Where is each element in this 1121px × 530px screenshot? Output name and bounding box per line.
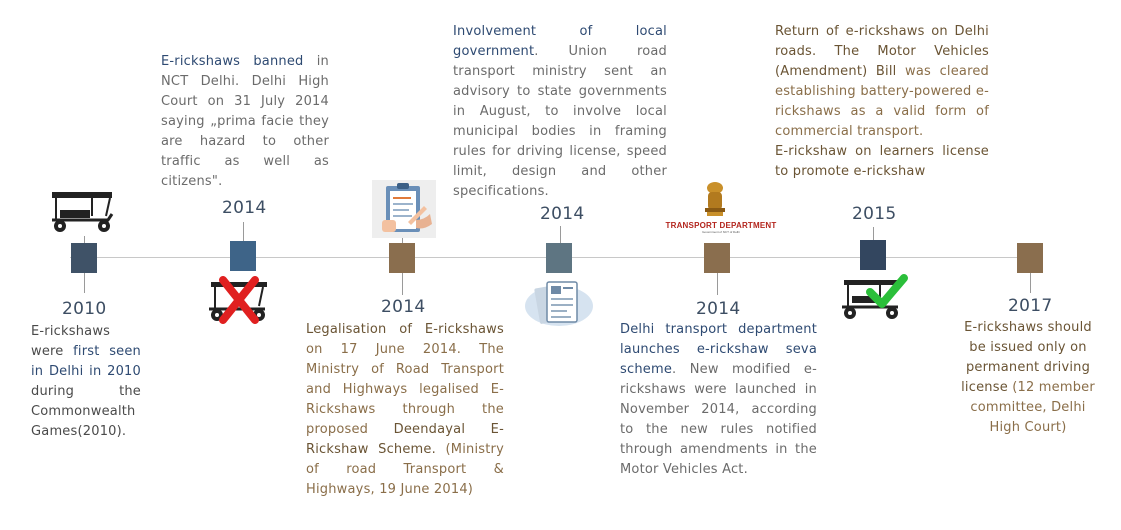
event-year: 2010 — [62, 299, 107, 319]
documents-icon — [523, 276, 595, 328]
timeline-node-2017 — [1017, 243, 1043, 273]
event-year: 2017 — [1008, 296, 1053, 316]
event-year: 2014 — [696, 299, 741, 319]
event-description: Legalisation of E-rickshaws on 17 June 2014. The Ministry of Road Transport and Highways legalised E-Rickshaws through the proposed Deendayal E-Rickshaw Scheme. (Ministry of road Transport & Highways, 19 June 2014) — [306, 322, 504, 497]
e-rickshaw-icon — [48, 190, 116, 234]
timeline-node-2014-seva — [704, 243, 730, 273]
event-year: 2014 — [222, 198, 267, 218]
event-description: Delhi transport department launches e-rickshaw seva scheme. New modified e-rickshaws were launched in November 2014, according to the new rules notified through amendments in the Motor Vehicles Act. — [620, 322, 817, 477]
timeline-node-2014-banned — [230, 241, 256, 271]
transport-department-emblem — [663, 180, 779, 236]
timeline-node-2015 — [860, 240, 886, 270]
event-description: E-rickshaws banned in NCT Delhi. Delhi High Court on 31 July 2014 saying „prima facie they are hazard to other traffic as well as citizens". — [161, 54, 329, 189]
event-description: E-rickshaws were first seen in Delhi in 2010 during the Commonwealth Games(2010). — [31, 324, 141, 439]
connector — [1030, 273, 1031, 293]
clipboard-document-icon — [372, 180, 436, 238]
event-description: E-rickshaws should be issued only on permanent driving license (12 member committee, Delhi High Court) — [961, 320, 1095, 435]
connector — [84, 273, 85, 293]
event-description: Return of e-rickshaws on Delhi roads. The Motor Vehicles (Amendment) Bill was cleared establishing battery-powered e-rickshaws as a valid form of commercial transport. E-rickshaw on learners license to promote e-rickshaw — [775, 24, 989, 179]
connector — [402, 273, 403, 295]
event-year: 2015 — [852, 204, 897, 224]
timeline-node-2010 — [71, 243, 97, 273]
connector — [243, 222, 244, 242]
event-description: Involvement of local government. Union road transport ministry sent an advisory to state governments in August, to involve local municipal bodies in framing rules for driving license, speed limit, design and other specifications. — [453, 24, 667, 199]
logo-subtitle: Government of NCT of Delhi — [702, 230, 740, 234]
connector — [717, 273, 718, 295]
timeline-node-2014-involvement — [546, 243, 572, 273]
banned-rickshaw-icon — [205, 276, 273, 324]
event-year: 2014 — [381, 297, 426, 317]
approved-rickshaw-icon — [840, 272, 908, 320]
event-year: 2014 — [540, 204, 585, 224]
connector — [873, 227, 874, 241]
timeline-node-2014-legalisation — [389, 243, 415, 273]
connector — [560, 226, 561, 243]
logo-title: TRANSPORT DEPARTMENT — [665, 221, 777, 230]
